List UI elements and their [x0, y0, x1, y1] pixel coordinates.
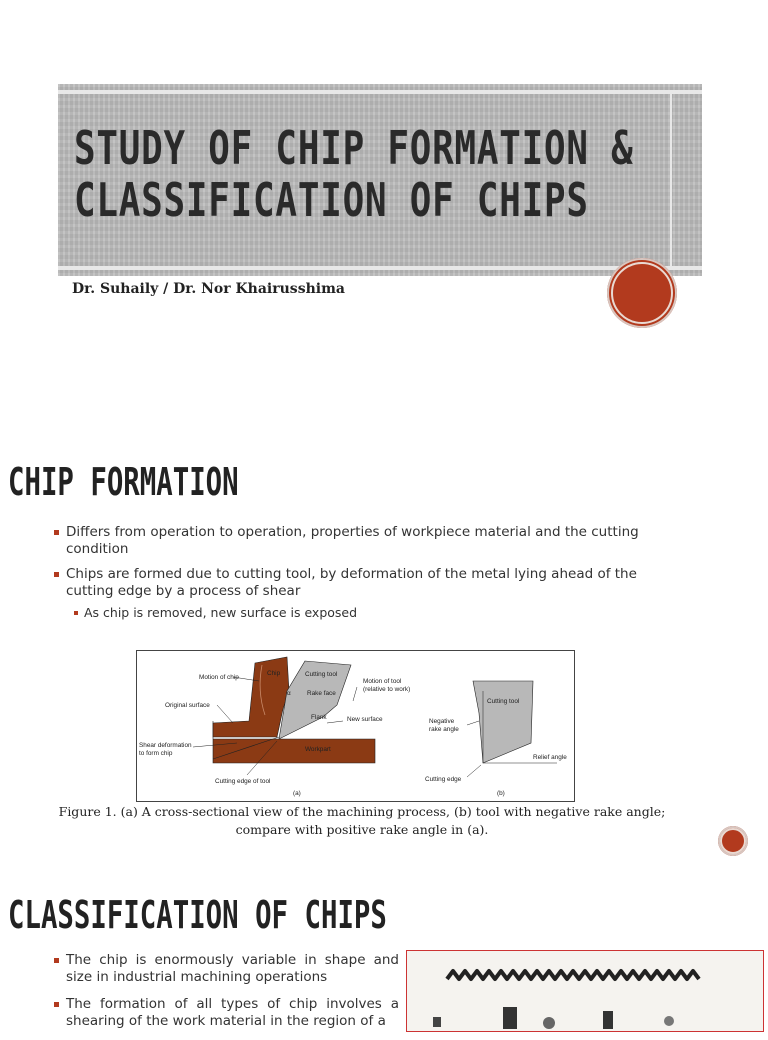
label-relative-to-work: (relative to work): [363, 686, 411, 693]
label-flank: Flank: [311, 714, 327, 721]
sub-bullet-item: As chip is removed, new surface is exposed: [74, 605, 357, 620]
label-workpart: Workpart: [305, 746, 331, 753]
chip-types-photo: [406, 950, 764, 1032]
label-motion-of-chip: Motion of chip: [199, 674, 239, 681]
label-cutting-tool-a: Cutting tool: [305, 671, 338, 678]
slide-title: [74, 121, 634, 227]
leader-line: [353, 687, 357, 701]
chip-samples-image: [407, 951, 763, 1031]
label-b: (b): [497, 790, 505, 797]
leader-line: [467, 721, 479, 725]
label-shear-deformation: Shear deformation: [139, 742, 192, 749]
decorative-circle-large: [607, 258, 677, 328]
chip-fragment: [603, 1011, 613, 1029]
continuous-chip-sample: [447, 971, 699, 979]
slide-title-line-1: STUDY OF CHIP FORMATION &: [74, 121, 634, 175]
leader-line: [467, 765, 481, 777]
bullet-item: Chips are formed due to cutting tool, by deformation of the metal lying ahead of the cutting edge by a process of shear: [54, 566, 654, 600]
classification-heading: CLASSIFICATION OF CHIPS: [8, 893, 387, 937]
leader-line: [217, 705, 233, 723]
figure-caption-line-2: compare with positive rake angle in (a).: [235, 822, 489, 837]
label-cutting-edge-of-tool: Cutting edge of tool: [215, 778, 271, 785]
chip-fragment: [433, 1017, 441, 1027]
negative-rake-tool-shape: [473, 681, 533, 763]
chip-fragment: [664, 1016, 674, 1026]
label-negative: Negative: [429, 718, 455, 725]
bullet-item: Differs from operation to operation, properties of workpiece material and the cutting condition: [54, 524, 654, 558]
label-relief-angle: Relief angle: [533, 754, 567, 761]
label-chip: Chip: [267, 670, 281, 677]
banner-bottom-rule: [58, 266, 702, 270]
label-motion-of-tool: Motion of tool: [363, 678, 402, 685]
author-line: Dr. Suhaily / Dr. Nor Khairusshima: [72, 281, 345, 297]
bullet-item: The chip is enormously variable in shape and size in industrial machining operations: [54, 952, 399, 986]
bullet-item: The formation of all types of chip involves a shearing of the work material in the region of a: [54, 996, 399, 1030]
label-a: (a): [293, 790, 301, 797]
label-rake-face: Rake face: [307, 690, 336, 697]
label-original-surface: Original surface: [165, 702, 210, 709]
label-new-surface: New surface: [347, 716, 383, 723]
label-rake-angle: rake angle: [429, 726, 459, 733]
chip-fragment: [543, 1017, 555, 1029]
chip-formation-heading: CHIP FORMATION: [8, 460, 239, 504]
slide-title-line-2: CLASSIFICATION OF CHIPS: [74, 173, 589, 227]
machining-figure: [136, 650, 575, 802]
banner-top-rule: [58, 90, 702, 94]
classification-bullets: [54, 952, 399, 1040]
banner-vertical-rule: [670, 90, 672, 270]
decorative-circle-small: [718, 826, 748, 856]
figure-caption-line-1: Figure 1. (a) A cross-sectional view of the machining process, (b) tool with negative rake angle;: [58, 804, 666, 819]
label-to-form-chip: to form chip: [139, 750, 173, 757]
figure-caption: [40, 803, 684, 839]
machining-diagram: [137, 651, 574, 801]
chip-formation-bullets: [54, 524, 654, 608]
label-cutting-edge: Cutting edge: [425, 776, 462, 783]
label-alpha: α: [287, 690, 291, 697]
leader-line: [327, 721, 343, 723]
label-cutting-tool-b: Cutting tool: [487, 698, 520, 705]
chip-fragment: [503, 1007, 517, 1029]
chip-shape: [213, 657, 289, 737]
